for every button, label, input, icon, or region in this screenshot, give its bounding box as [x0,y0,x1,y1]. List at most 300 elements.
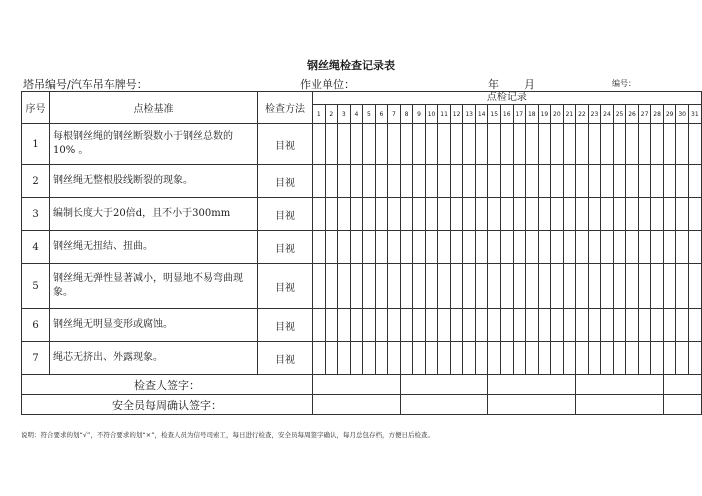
day-check-cell[interactable] [488,231,501,264]
day-check-cell[interactable] [425,342,438,375]
day-check-cell[interactable] [313,124,326,165]
day-check-cell[interactable] [663,231,676,264]
day-check-cell[interactable] [563,198,576,231]
day-check-cell[interactable] [526,124,539,165]
day-check-cell[interactable] [538,342,551,375]
day-header-19: 19 [538,105,551,124]
day-check-cell[interactable] [576,342,589,375]
check-item-row [22,231,702,264]
day-check-cell[interactable] [400,124,413,165]
day-check-cell[interactable] [425,124,438,165]
day-check-cell[interactable] [450,342,463,375]
signature-cell[interactable] [313,395,401,415]
day-check-cell[interactable] [538,264,551,309]
day-check-cell[interactable] [576,124,589,165]
day-check-cell[interactable] [613,231,626,264]
day-check-cell[interactable] [663,198,676,231]
day-check-cell[interactable] [475,165,488,198]
day-header-23: 23 [588,105,601,124]
day-check-cell[interactable] [325,231,338,264]
day-check-cell[interactable] [463,342,476,375]
day-check-cell[interactable] [413,165,426,198]
day-check-cell[interactable] [526,342,539,375]
signature-cell[interactable] [313,375,401,395]
day-check-cell[interactable] [601,264,614,309]
check-item-row [22,264,702,309]
item-standard: 钢丝绳无扭结、扭曲。 [50,231,258,264]
item-method: 目视 [258,198,313,231]
day-check-cell[interactable] [363,165,376,198]
day-check-cell[interactable] [588,342,601,375]
day-check-cell[interactable] [500,231,513,264]
day-check-cell[interactable] [538,231,551,264]
day-check-cell[interactable] [413,264,426,309]
day-check-cell[interactable] [538,165,551,198]
day-check-cell[interactable] [350,231,363,264]
day-check-cell[interactable] [513,198,526,231]
day-check-cell[interactable] [400,165,413,198]
day-header-31: 31 [688,105,701,124]
day-check-cell[interactable] [663,342,676,375]
day-check-cell[interactable] [463,124,476,165]
day-check-cell[interactable] [325,264,338,309]
day-header-30: 30 [676,105,689,124]
day-header-20: 20 [551,105,564,124]
day-check-cell[interactable] [488,264,501,309]
day-check-cell[interactable] [651,124,664,165]
day-header-6: 6 [375,105,388,124]
item-number: 2 [22,165,50,198]
day-header-15: 15 [488,105,501,124]
col-header-no: 序号 [22,92,50,124]
day-check-cell[interactable] [388,165,401,198]
day-check-cell[interactable] [338,342,351,375]
day-check-cell[interactable] [350,198,363,231]
day-check-cell[interactable] [513,309,526,342]
item-method: 目视 [258,124,313,165]
day-check-cell[interactable] [463,198,476,231]
day-check-cell[interactable] [500,198,513,231]
day-header-22: 22 [576,105,589,124]
day-check-cell[interactable] [475,124,488,165]
day-header-29: 29 [663,105,676,124]
day-check-cell[interactable] [450,264,463,309]
check-item-row [22,309,702,342]
day-check-cell[interactable] [450,309,463,342]
day-header-27: 27 [638,105,651,124]
day-check-cell[interactable] [425,231,438,264]
day-check-cell[interactable] [413,309,426,342]
day-check-cell[interactable] [663,165,676,198]
day-check-cell[interactable] [425,165,438,198]
item-number: 6 [22,309,50,342]
work-unit-label: 作业单位： [300,78,355,91]
day-check-cell[interactable] [313,165,326,198]
day-check-cell[interactable] [638,231,651,264]
day-header-10: 10 [425,105,438,124]
day-header-21: 21 [563,105,576,124]
day-check-cell[interactable] [601,309,614,342]
day-check-cell[interactable] [576,309,589,342]
day-header-25: 25 [613,105,626,124]
day-check-cell[interactable] [676,309,689,342]
day-check-cell[interactable] [488,165,501,198]
day-check-cell[interactable] [313,309,326,342]
day-check-cell[interactable] [463,309,476,342]
day-check-cell[interactable] [350,124,363,165]
item-number: 3 [22,198,50,231]
day-check-cell[interactable] [388,231,401,264]
day-check-cell[interactable] [576,165,589,198]
day-check-cell[interactable] [400,264,413,309]
day-header-13: 13 [463,105,476,124]
day-check-cell[interactable] [688,231,701,264]
day-header-16: 16 [500,105,513,124]
day-check-cell[interactable] [613,264,626,309]
item-standard: 钢丝绳无明显变形或腐蚀。 [50,309,258,342]
day-check-cell[interactable] [688,309,701,342]
item-number: 5 [22,264,50,309]
day-check-cell[interactable] [563,342,576,375]
day-check-cell[interactable] [626,264,639,309]
day-check-cell[interactable] [375,342,388,375]
day-check-cell[interactable] [551,165,564,198]
day-check-cell[interactable] [563,165,576,198]
day-check-cell[interactable] [676,124,689,165]
day-check-cell[interactable] [488,124,501,165]
day-check-cell[interactable] [551,198,564,231]
day-check-cell[interactable] [350,342,363,375]
day-check-cell[interactable] [626,124,639,165]
day-check-cell[interactable] [588,165,601,198]
signature-cell[interactable] [488,375,576,395]
day-check-cell[interactable] [626,309,639,342]
day-check-cell[interactable] [626,342,639,375]
item-standard: 钢丝绳无弹性显著减小，明显地不易弯曲现象。 [50,264,258,309]
signature-row [22,395,702,415]
day-check-cell[interactable] [313,264,326,309]
day-check-cell[interactable] [638,264,651,309]
day-check-cell[interactable] [313,231,326,264]
day-check-cell[interactable] [338,309,351,342]
check-item-row [22,165,702,198]
day-check-cell[interactable] [526,165,539,198]
day-check-cell[interactable] [513,264,526,309]
day-check-cell[interactable] [450,198,463,231]
day-check-cell[interactable] [400,231,413,264]
inspector-signature-label: 检查人签字： [22,375,313,395]
item-method: 目视 [258,264,313,309]
day-check-cell[interactable] [601,231,614,264]
year-label: 年 [488,78,499,91]
item-number: 1 [22,124,50,165]
day-check-cell[interactable] [563,124,576,165]
day-check-cell[interactable] [325,165,338,198]
day-check-cell[interactable] [388,198,401,231]
day-check-cell[interactable] [363,198,376,231]
day-check-cell[interactable] [313,198,326,231]
day-check-cell[interactable] [325,198,338,231]
day-check-cell[interactable] [475,264,488,309]
crane-number-label: 塔吊编号/汽车吊车牌号： [23,78,148,91]
day-header-17: 17 [513,105,526,124]
day-header-2: 2 [325,105,338,124]
signature-row [22,375,702,395]
day-check-cell[interactable] [676,264,689,309]
day-check-cell[interactable] [388,342,401,375]
day-check-cell[interactable] [688,165,701,198]
day-check-cell[interactable] [425,264,438,309]
day-check-cell[interactable] [551,309,564,342]
day-header-5: 5 [363,105,376,124]
day-check-cell[interactable] [325,309,338,342]
day-check-cell[interactable] [400,198,413,231]
day-check-cell[interactable] [413,231,426,264]
day-check-cell[interactable] [538,309,551,342]
day-check-cell[interactable] [488,342,501,375]
day-header-12: 12 [450,105,463,124]
day-check-cell[interactable] [388,309,401,342]
day-check-cell[interactable] [350,264,363,309]
day-check-cell[interactable] [450,231,463,264]
day-check-cell[interactable] [513,124,526,165]
day-header-9: 9 [413,105,426,124]
day-check-cell[interactable] [363,342,376,375]
day-check-cell[interactable] [551,264,564,309]
day-check-cell[interactable] [538,198,551,231]
day-check-cell[interactable] [638,309,651,342]
day-check-cell[interactable] [526,231,539,264]
day-check-cell[interactable] [588,231,601,264]
signature-cell[interactable] [663,375,701,395]
day-check-cell[interactable] [626,231,639,264]
day-check-cell[interactable] [663,124,676,165]
day-check-cell[interactable] [651,198,664,231]
day-check-cell[interactable] [513,231,526,264]
day-check-cell[interactable] [688,198,701,231]
day-check-cell[interactable] [488,198,501,231]
day-check-cell[interactable] [475,198,488,231]
day-check-cell[interactable] [438,264,451,309]
item-standard: 编制长度大于20倍d，且不小于300mm [50,198,258,231]
signature-cell[interactable] [400,395,488,415]
item-standard: 绳芯无挤出、外露现象。 [50,342,258,375]
item-standard: 每根钢丝绳的钢丝断裂数小于钢丝总数的10% 。 [50,124,258,165]
day-check-cell[interactable] [551,231,564,264]
col-header-standard: 点检基准 [50,92,258,124]
day-check-cell[interactable] [463,264,476,309]
day-check-cell[interactable] [563,309,576,342]
day-check-cell[interactable] [551,342,564,375]
day-check-cell[interactable] [325,342,338,375]
day-check-cell[interactable] [688,124,701,165]
item-method: 目视 [258,231,313,264]
day-check-cell[interactable] [500,165,513,198]
day-check-cell[interactable] [338,165,351,198]
day-check-cell[interactable] [688,264,701,309]
day-check-cell[interactable] [601,198,614,231]
day-check-cell[interactable] [375,124,388,165]
day-check-cell[interactable] [375,231,388,264]
check-item-row [22,124,702,165]
day-check-cell[interactable] [576,231,589,264]
day-check-cell[interactable] [500,264,513,309]
day-check-cell[interactable] [576,198,589,231]
day-check-cell[interactable] [350,165,363,198]
day-check-cell[interactable] [638,198,651,231]
day-check-cell[interactable] [588,124,601,165]
day-check-cell[interactable] [651,342,664,375]
day-header-8: 8 [400,105,413,124]
day-check-cell[interactable] [388,124,401,165]
serial-number-label: 编号： [612,79,636,88]
day-check-cell[interactable] [663,309,676,342]
day-check-cell[interactable] [488,309,501,342]
day-check-cell[interactable] [438,165,451,198]
day-check-cell[interactable] [475,342,488,375]
day-check-cell[interactable] [663,264,676,309]
day-check-cell[interactable] [438,124,451,165]
day-check-cell[interactable] [500,309,513,342]
signature-cell[interactable] [576,395,664,415]
day-check-cell[interactable] [538,124,551,165]
day-check-cell[interactable] [463,165,476,198]
day-check-cell[interactable] [438,309,451,342]
day-check-cell[interactable] [325,124,338,165]
day-check-cell[interactable] [425,198,438,231]
day-check-cell[interactable] [338,231,351,264]
day-check-cell[interactable] [475,231,488,264]
day-check-cell[interactable] [500,124,513,165]
day-check-cell[interactable] [563,231,576,264]
day-header-4: 4 [350,105,363,124]
day-check-cell[interactable] [563,264,576,309]
day-check-cell[interactable] [651,231,664,264]
day-check-cell[interactable] [676,231,689,264]
signature-cell[interactable] [400,375,488,395]
day-check-cell[interactable] [438,198,451,231]
day-check-cell[interactable] [338,198,351,231]
day-check-cell[interactable] [638,342,651,375]
item-number: 4 [22,231,50,264]
item-method: 目视 [258,309,313,342]
day-check-cell[interactable] [500,342,513,375]
day-check-cell[interactable] [676,342,689,375]
day-check-cell[interactable] [626,198,639,231]
day-check-cell[interactable] [613,309,626,342]
day-check-cell[interactable] [375,264,388,309]
check-item-row [22,198,702,231]
day-check-cell[interactable] [463,231,476,264]
day-check-cell[interactable] [338,124,351,165]
day-check-cell[interactable] [513,165,526,198]
day-check-cell[interactable] [375,198,388,231]
month-label: 月 [524,78,535,91]
inspection-table [21,91,702,415]
day-check-cell[interactable] [526,309,539,342]
day-check-cell[interactable] [375,165,388,198]
day-check-cell[interactable] [513,342,526,375]
day-check-cell[interactable] [526,198,539,231]
day-check-cell[interactable] [638,124,651,165]
day-check-cell[interactable] [676,198,689,231]
day-header-18: 18 [526,105,539,124]
day-header-26: 26 [626,105,639,124]
day-check-cell[interactable] [526,264,539,309]
signature-cell[interactable] [488,395,576,415]
day-check-cell[interactable] [338,264,351,309]
day-check-cell[interactable] [588,309,601,342]
day-check-cell[interactable] [588,264,601,309]
signature-cell[interactable] [663,395,701,415]
day-header-1: 1 [313,105,326,124]
day-check-cell[interactable] [601,124,614,165]
item-method: 目视 [258,342,313,375]
day-check-cell[interactable] [613,165,626,198]
day-check-cell[interactable] [450,124,463,165]
day-check-cell[interactable] [425,309,438,342]
day-check-cell[interactable] [638,165,651,198]
day-check-cell[interactable] [413,342,426,375]
form-title: 钢丝绳检查记录表 [307,59,395,72]
day-check-cell[interactable] [438,342,451,375]
day-check-cell[interactable] [363,309,376,342]
col-header-record: 点检记录 [313,92,702,105]
item-method: 目视 [258,165,313,198]
day-check-cell[interactable] [601,165,614,198]
day-header-7: 7 [388,105,401,124]
day-check-cell[interactable] [400,309,413,342]
day-check-cell[interactable] [363,124,376,165]
header-row [22,92,702,105]
day-check-cell[interactable] [350,309,363,342]
col-header-method: 检查方法 [258,92,313,124]
day-check-cell[interactable] [576,264,589,309]
day-check-cell[interactable] [651,309,664,342]
day-check-cell[interactable] [375,309,388,342]
check-item-row [22,342,702,375]
day-check-cell[interactable] [613,342,626,375]
day-check-cell[interactable] [613,124,626,165]
day-check-cell[interactable] [626,165,639,198]
day-check-cell[interactable] [475,309,488,342]
day-check-cell[interactable] [601,342,614,375]
day-check-cell[interactable] [651,264,664,309]
day-header-24: 24 [601,105,614,124]
day-header-3: 3 [338,105,351,124]
day-check-cell[interactable] [413,198,426,231]
safety-officer-signature-label: 安全员每周确认签字： [22,395,313,415]
day-header-11: 11 [438,105,451,124]
day-check-cell[interactable] [363,231,376,264]
day-check-cell[interactable] [588,198,601,231]
day-check-cell[interactable] [688,342,701,375]
day-check-cell[interactable] [676,165,689,198]
item-number: 7 [22,342,50,375]
day-check-cell[interactable] [438,231,451,264]
day-check-cell[interactable] [413,124,426,165]
day-check-cell[interactable] [400,342,413,375]
signature-cell[interactable] [576,375,664,395]
day-check-cell[interactable] [363,264,376,309]
day-check-cell[interactable] [388,264,401,309]
day-check-cell[interactable] [651,165,664,198]
day-check-cell[interactable] [551,124,564,165]
day-check-cell[interactable] [613,198,626,231]
day-check-cell[interactable] [450,165,463,198]
day-check-cell[interactable] [313,342,326,375]
instructions-note: 说明：符合要求的划“√”，不符合要求的划“×”，检查人员为信号司索工，每日进行检查，安全员每周签字确认，每月总包存档，方便日后检查。 [21,431,435,439]
